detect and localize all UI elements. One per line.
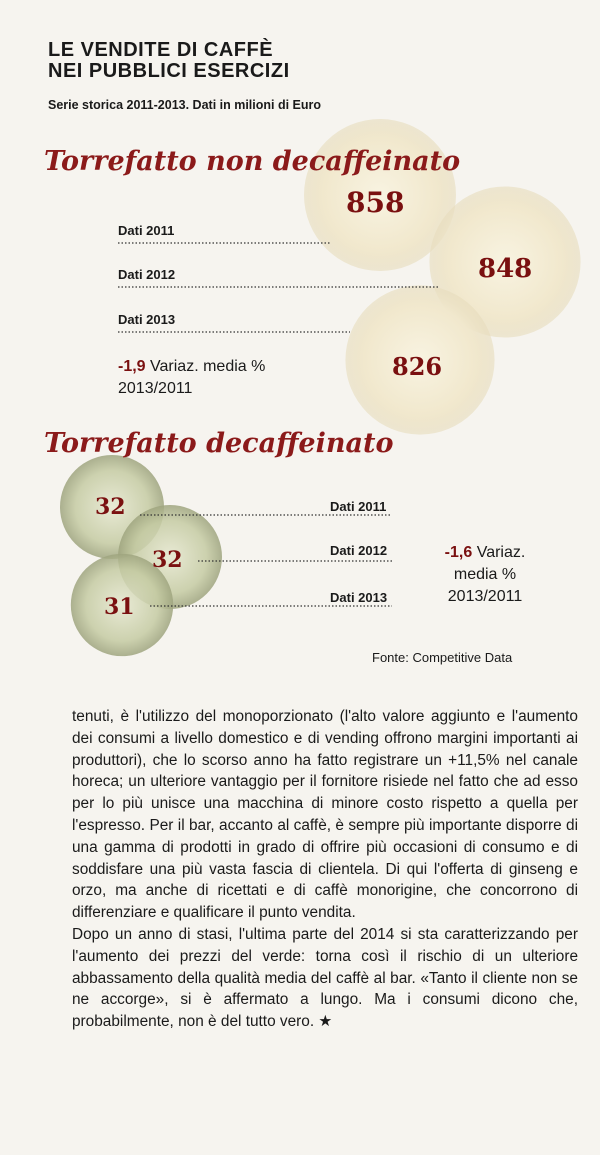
chart2-label-2013: Dati 2013 <box>330 590 388 605</box>
chart2-title: Torrefatto decaffeinato <box>44 428 394 459</box>
article-paragraph-2: Dopo un anno di stasi, l'ultima parte del 2014 si sta caratterizzando per l'aumento dei prezzi del verde: torna così il rischio di un ulteriore abbassamento della qualità media del caffè al bar. «Tanto il cliente non se ne accorge», si è affermato a lungo. Ma i consumi dicono che, probabilmente, non è del tutto vero. ★ <box>72 925 578 1031</box>
chart1-variation-label: Variaz. media % <box>150 358 266 375</box>
chart1-label-2013: Dati 2013 <box>118 312 176 327</box>
chart1-value-2013: 826 <box>392 352 443 381</box>
title-line-1: LE VENDITE DI CAFFÈ <box>48 39 274 61</box>
chart1-value-2011: 858 <box>346 186 405 219</box>
chart1-variation-value: -1,9 <box>118 358 146 375</box>
chart1-value-2012: 848 <box>478 254 533 284</box>
chart2-value-2011: 32 <box>95 494 126 520</box>
chart1-title: Torrefatto non decaffeinato <box>44 146 461 177</box>
chart2-value-2012: 32 <box>152 547 183 573</box>
chart2-value-2013: 31 <box>104 594 135 620</box>
chart1-label-2012: Dati 2012 <box>118 267 176 282</box>
article-paragraph-1: tenuti, è l'utilizzo del monoporzionato (l'alto valore aggiunto e l'aumento dei consumi a livello domestico e di vending offrono margini importanti ai produttori), che lo scorso anno ha fatto registrare un +11,5% nel canale horeca; un ulteriore vantaggio per il fornitore risiede nel fatto che ad esso per lo più unisce una macchina di minore costo rispetto a quella per l'espresso. Per il bar, accanto al caffè, è sempre più importante disporre di una gamma di prodotti in grado di offrire più occasioni di consumo e di soddisfare una più vasta fascia di clientela. Di qui l'offerta di ginseng e orzo, ma anche di ricettati e di caffè monorigine, che concorrono di differenziare e qualificare il punto vendita. <box>72 708 578 922</box>
chart2-variation-label: Variaz. <box>476 544 526 561</box>
title-line-2: NEI PUBBLICI ESERCIZI <box>48 60 290 82</box>
subtitle: Serie storica 2011-2013. Dati in milioni di Euro <box>48 98 322 112</box>
article-body <box>72 706 578 1033</box>
chart2-label-2012: Dati 2012 <box>330 543 388 558</box>
chart2-variation <box>430 542 540 608</box>
chart1-variation-period: 2013/2011 <box>118 380 193 397</box>
chart1-variation <box>118 356 265 400</box>
chart2-variation-value: -1,6 <box>444 544 473 561</box>
source-note: Fonte: Competitive Data <box>372 650 513 665</box>
chart2-variation-period: 2013/2011 <box>447 588 523 605</box>
chart1-label-2011: Dati 2011 <box>118 223 175 238</box>
chart2-label-2011: Dati 2011 <box>330 499 387 514</box>
chart2-bubbles <box>60 455 222 656</box>
chart2-variation-label2: media % <box>453 566 517 583</box>
